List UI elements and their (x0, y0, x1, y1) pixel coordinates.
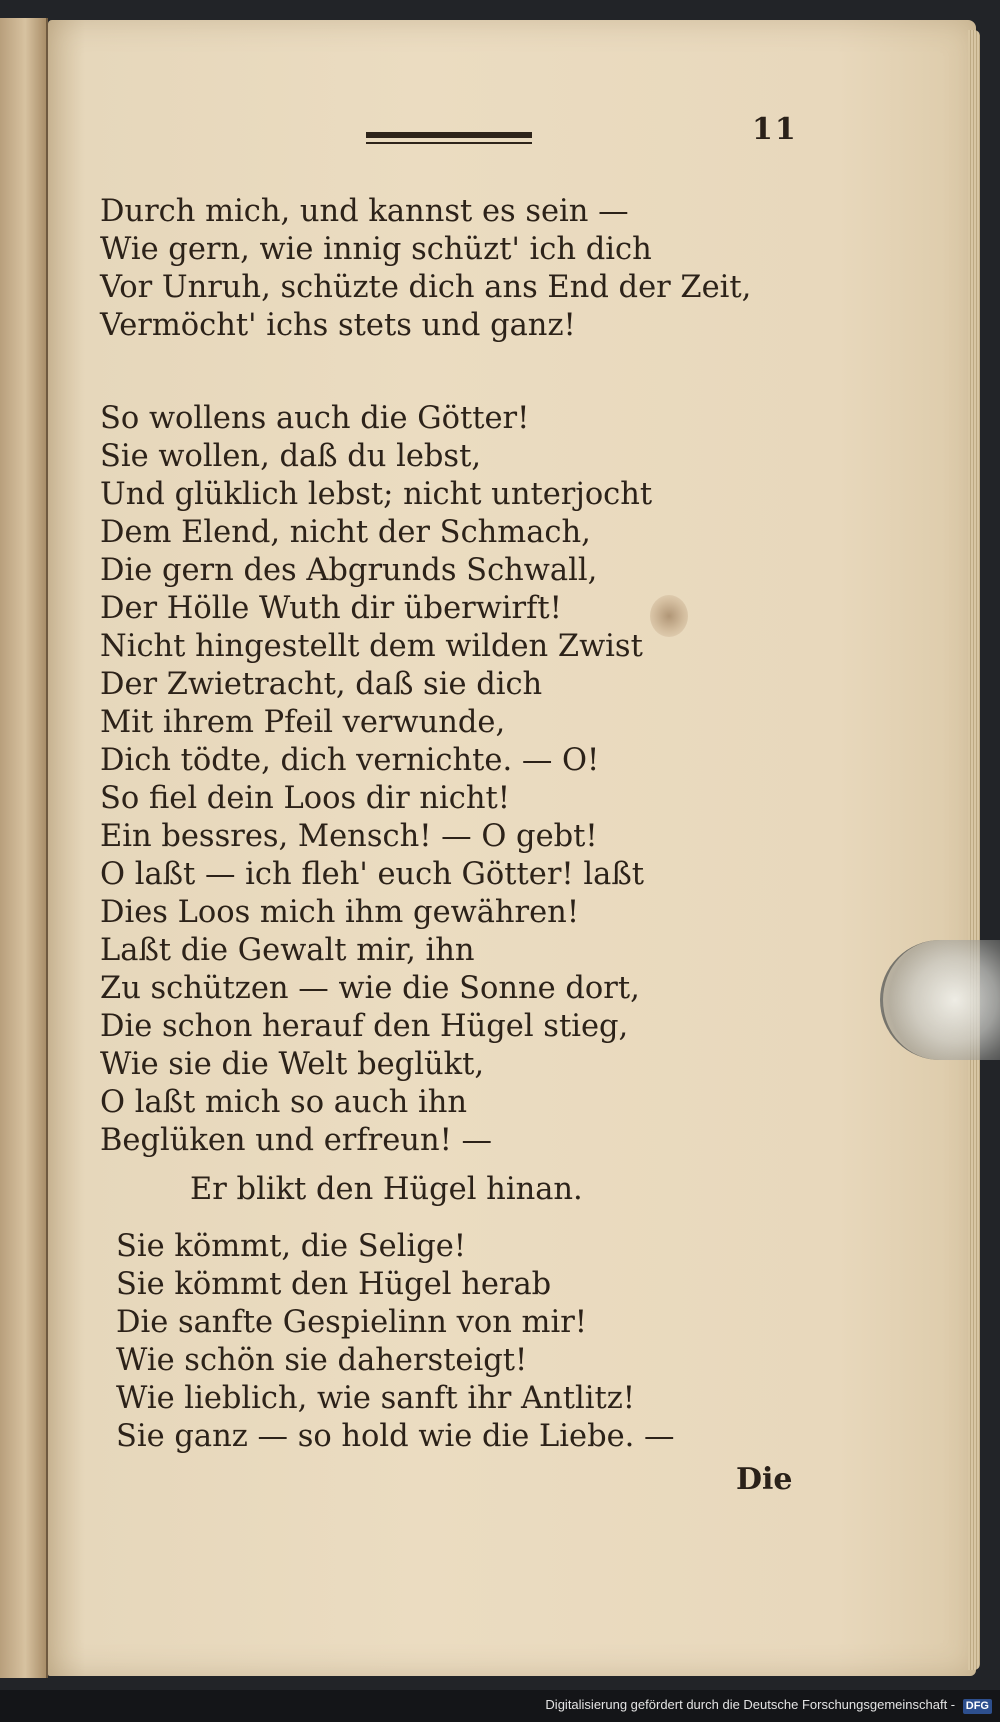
verse-line: So wollens auch die Götter! (100, 401, 530, 436)
header-ornament-rule (366, 130, 532, 152)
verse-line: Dies Loos mich ihm gewähren! (100, 895, 580, 930)
verse-line: Sie kömmt, die Selige! (116, 1229, 467, 1264)
page-number: 11 (752, 112, 798, 147)
verse-line: Zu schützen — wie die Sonne dort, (100, 971, 640, 1006)
paper-stain (650, 595, 688, 637)
stanza-1 (100, 193, 751, 345)
verse-line: Sie ganz — so hold wie die Liebe. — (116, 1419, 675, 1454)
verse-line: Durch mich, und kannst es sein — (100, 194, 629, 229)
verse-line: Wie gern, wie innig schüzt' ich dich (100, 232, 652, 267)
verse-line: Vor Unruh, schüzte dich ans End der Zeit, (100, 270, 752, 305)
funding-credit (545, 1697, 992, 1714)
verse-line: Die gern des Abgrunds Schwall, (100, 553, 598, 588)
verse-line: Laßt die Gewalt mir, ihn (100, 933, 475, 968)
stanza-2 (100, 400, 652, 1160)
verse-line: Sie wollen, daß du lebst, (100, 439, 482, 474)
verse-line: Wie schön sie dahersteigt! (116, 1343, 528, 1378)
verse-line: Sie kömmt den Hügel herab (116, 1267, 552, 1302)
verse-line: Dich tödte, dich vernichte. — O! (100, 743, 600, 778)
stanza-3 (116, 1228, 675, 1456)
verse-line: Dem Elend, nicht der Schmach, (100, 515, 591, 550)
page-block-edges (968, 30, 980, 1670)
verse-line: Wie lieblich, wie sanft ihr Antlitz! (116, 1381, 636, 1416)
funding-credit-text: Digitalisierung gefördert durch die Deutsche Forschungsgemeinschaft - (545, 1697, 956, 1712)
verse-line: Der Zwietracht, daß sie dich (100, 667, 543, 702)
verse-line: Nicht hingestellt dem wilden Zwist (100, 629, 643, 664)
ornament-thin-bar (366, 142, 532, 144)
verse-line: O laßt mich so auch ihn (100, 1085, 468, 1120)
verse-line: Mit ihrem Pfeil verwunde, (100, 705, 506, 740)
catchword: Die (736, 1462, 793, 1497)
verse-line: So fiel dein Loos dir nicht! (100, 781, 510, 816)
verse-line: Und glüklich lebst; nicht unterjocht (100, 477, 653, 512)
verse-line: Wie sie die Welt beglükt, (100, 1047, 485, 1082)
ornament-thick-bar (366, 132, 532, 138)
verse-line: Der Hölle Wuth dir überwirft! (100, 591, 562, 626)
verse-line: Ein bessres, Mensch! — O gebt! (100, 819, 598, 854)
stage-direction: Er blikt den Hügel hinan. (190, 1172, 583, 1207)
verse-line: Die sanfte Gespielinn von mir! (116, 1305, 588, 1340)
page-holder-clip (880, 940, 1000, 1060)
dfg-logo: DFG (963, 1699, 992, 1714)
facing-page-edge (0, 18, 48, 1678)
verse-line: Vermöcht' ichs stets und ganz! (100, 308, 576, 343)
verse-line: Die schon herauf den Hügel stieg, (100, 1009, 629, 1044)
verse-line: O laßt — ich fleh' euch Götter! laßt (100, 857, 644, 892)
verse-line: Beglüken und erfreun! — (100, 1123, 493, 1158)
